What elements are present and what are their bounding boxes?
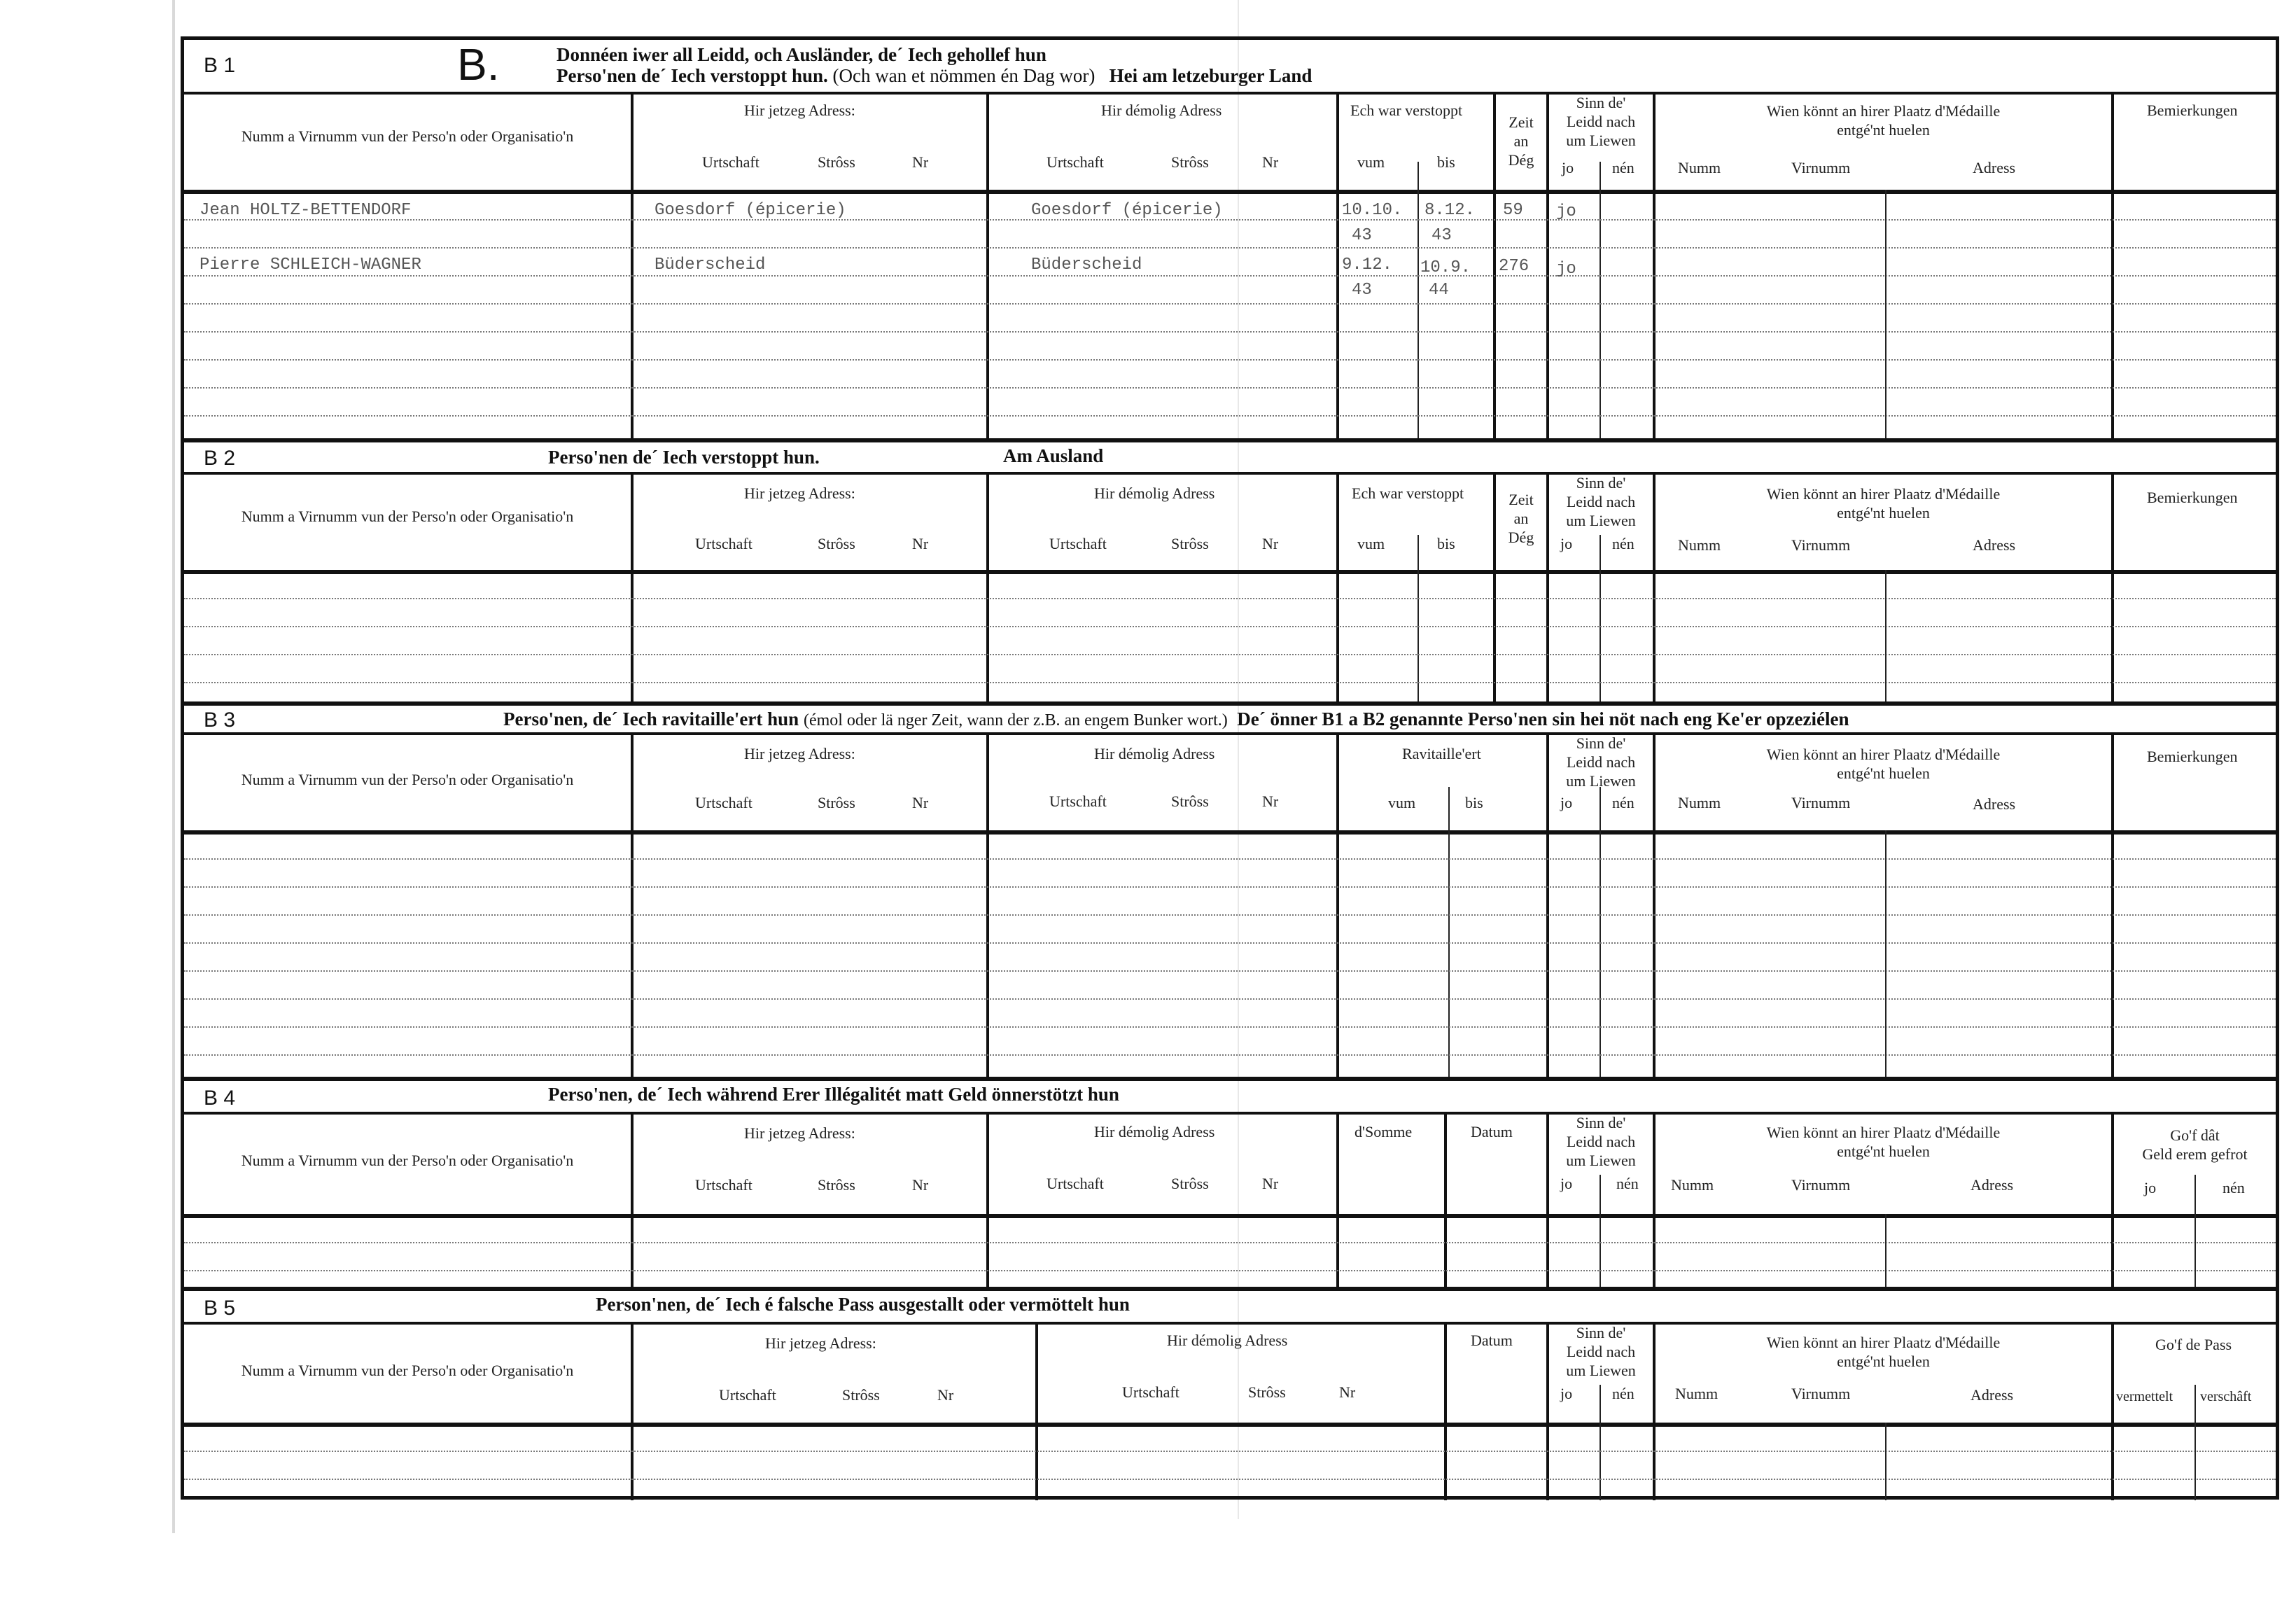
name-col-header: Numm a Virnumm vun der Perso'n oder Organisatio'n: [241, 127, 574, 145]
b5-body: [184, 1423, 2276, 1500]
section-title: Perso'nen, de´ Iech ravitaille'ert hun (émol oder lä nger Zeit, wann der z.B. an engem Bunker wort.) De´ önner B1 a B2 genannte Perso'nen sin hei nöt nach eng Ke'er opzeziélen: [503, 708, 1849, 729]
entry-current-address: Goesdorf (épicerie): [654, 201, 846, 220]
entry-alive: jo: [1556, 260, 1576, 279]
page-left-edge: [172, 0, 175, 1533]
datum-col-header: Datum: [1471, 1123, 1513, 1140]
b4-header: Numm a Virnumm vun der Perso'n oder Organisatio'n Hir jetzeg Adress: Urtschaft Strôss Nr Hir démolig Adress Urtschaft Strôss Nr d'Somme Datum Sinn de' Leidd nach um Liewen jo nén Wien könnt an hirer Plaatz d'Médaille entgé'nt huelen Numm Virnumm Adress Go'f dât Geld erem gefrot jo nén: [184, 1112, 2276, 1218]
section-title: Person'nen, de´ Iech é falsche Pass ausgestallt oder vermöttelt hun: [596, 1294, 1130, 1315]
section-b3: [184, 701, 2276, 1081]
entry-old-address: Goesdorf (épicerie): [1031, 201, 1223, 220]
b1-body: [184, 190, 2276, 442]
entry-days: 59: [1503, 201, 1523, 220]
section-b4: [184, 1077, 2276, 1291]
entry-vum-year: 43: [1352, 281, 1372, 300]
entry-alive: jo: [1556, 202, 1576, 221]
datum-col-header: Datum: [1471, 1332, 1513, 1349]
form-frame: [181, 36, 2279, 1500]
section-title: Perso'nen de´ Iech verstoppt hun.: [548, 447, 820, 468]
section-title-tail: Am Ausland: [1003, 445, 1104, 466]
section-code: B 2: [204, 447, 236, 470]
ravit-col-header: Ravitaille'ert: [1402, 745, 1481, 762]
pass-col-header: Go'f de Pass: [2155, 1336, 2232, 1353]
b4-body: [184, 1214, 2276, 1291]
section-code: B 4: [204, 1087, 236, 1110]
entry-vum-year: 43: [1352, 226, 1372, 245]
entry-vum: 10.10.: [1342, 201, 1403, 220]
section-b2: [184, 438, 2276, 706]
geld-col-header: Go'f dât Geld erem gefrot: [2142, 1126, 2248, 1163]
entry-bis-year: 44: [1429, 281, 1449, 300]
b2-header: Numm a Virnumm vun der Perso'n oder Organisatio'n Hir jetzeg Adress: Urtschaft Strôss Nr Hir démolig Adress Urtschaft Strôss Nr Ech war verstoppt vum bis Zeit an Dég Sinn de' Leidd nach um Liewen jo nén Wien könnt an hirer Plaatz d'Médaille entgé'nt huelen Numm Virnumm Adress Bemierkungen: [184, 472, 2276, 574]
entry-vum: 9.12.: [1342, 256, 1393, 274]
somme-col-header: d'Somme: [1354, 1123, 1413, 1140]
entry-bis-year: 43: [1432, 226, 1452, 245]
entry-name: Pierre SCHLEICH-WAGNER: [200, 256, 421, 274]
entry-bis: 10.9.: [1420, 258, 1471, 277]
entry-old-address: Büderscheid: [1031, 256, 1142, 274]
b3-header: Numm a Virnumm vun der Perso'n oder Organisatio'n Hir jetzeg Adress: Urtschaft Strôss Nr Hir démolig Adress Urtschaft Strôss Nr Ravitaille'ert vum bis Sinn de' Leidd nach um Liewen jo nén Wien könnt an hirer Plaatz d'Médaille entgé'nt huelen Numm Virnumm Adress Bemierkungen: [184, 732, 2276, 835]
entry-name: Jean HOLTZ-BETTENDORF: [200, 201, 412, 220]
section-b5: [184, 1287, 2276, 1500]
b1-header: Numm a Virnumm vun der Perso'n oder Organisatio'n Hir jetzeg Adress: Urtschaft Strôss Nr Hir démolig Adress Urtschaft Strôss Nr Ech war verstoppt vum bis Zeit an Dég Sinn de' Leidd nach um Liewen jo nén Wien könnt an hirer Plaatz d'Médaille entgé'nt huelen Numm Virnumm Adress Bemierkungen: [184, 92, 2276, 194]
b1-title-bar: [184, 40, 2276, 95]
part-letter: B.: [457, 39, 500, 90]
entry-days: 276: [1499, 257, 1530, 276]
section-title: Perso'nen, de´ Iech während Erer Illégalitét matt Geld önnerstötzt hun: [548, 1084, 1119, 1105]
section-code: B 3: [204, 708, 236, 732]
section-code: B 1: [204, 54, 236, 77]
b2-body: [184, 570, 2276, 706]
entry-bis: 8.12.: [1424, 201, 1476, 220]
section-b1: [184, 40, 2276, 442]
entry-current-address: Büderscheid: [654, 256, 766, 274]
section-title-line1: Donnéen iwer all Leidd, och Ausländer, de´ Iech gehollef hun: [556, 44, 1046, 65]
section-code: B 5: [204, 1297, 236, 1320]
b5-header: Numm a Virnumm vun der Perso'n oder Organisatio'n Hir jetzeg Adress: Urtschaft Strôss Nr Hir démolig Adress Urtschaft Strôss Nr Datum Sinn de' Leidd nach um Liewen jo nén Wien könnt an hirer Plaatz d'Médaille entgé'nt huelen Numm Virnumm Adress Go'f de Pass vermettelt verschâft: [184, 1322, 2276, 1427]
b3-body: [184, 830, 2276, 1081]
section-title-line2: Perso'nen de´ Iech verstoppt hun. (Och wan et nömmen én Dag wor) Hei am letzeburger Land: [556, 65, 1312, 86]
